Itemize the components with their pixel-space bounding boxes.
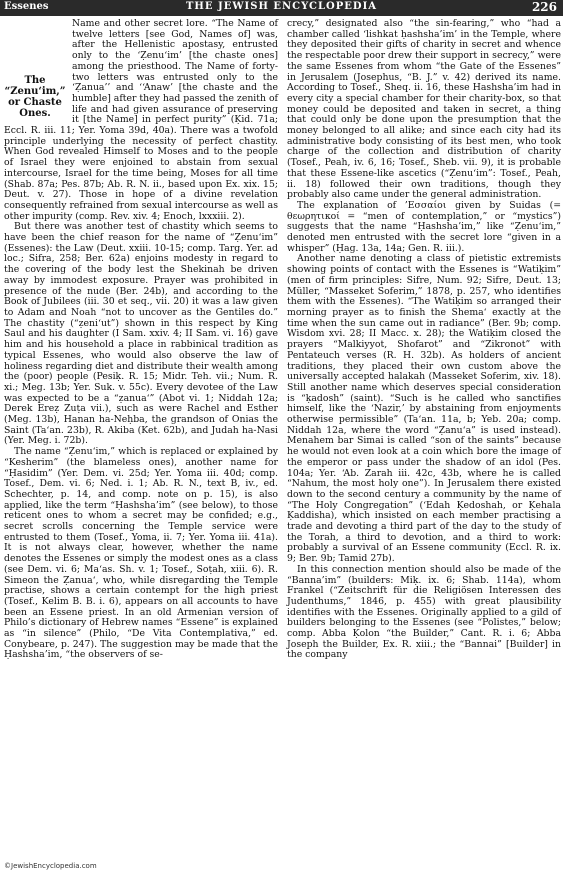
left-paragraph-3: The name “Ẓenu‘im,” which is replaced or explained by “Kesherim” (the blameless ones), another name for “Ḥasidim” (Yer. Dem. vi. 25d; Yer. Yoma iii. 40d; comp. Tosef., Dem. vi. 6; Ned. i. 1; Ab. R. N., text B, iv., ed. Schechter, p. 14, and comp. note on p. 15), is also applied, like the term “Ḥashsha’im” (see below), to those reticent ones to whom a secret may be confided; e.g., secret scrolls concerning the Temple service were entrusted to them (Tosef., Yoma, ii. 7; Yer. Yoma iii. 41a). It is not always clear, however, whether the name denotes the Essenes or simply the modest ones as a class (see Dem. vi. 6; Ma‘as. Sh. v. 1; Tosef., Soṭah, xiii. 6). R. Simeon the Ẓanua‘, who, while disregarding the Temple practise, shows a certain contempt for the high priest (Tosef., Kelim B. B. i. 6), appears on all accounts to have been an Essene priest. In an old Armenian version of Philo’s dictionary of Hebrew names “Essene” is explained as “in silence” (Philo, “De Vita Contemplativa,” ed. Conybeare, p. 247). The suggestion may be made that the Ḥashsha’im, “the observers of se- (4, 446, 278, 661)
right-paragraph-3: Another name denoting a class of pietistic extremists showing points of contact with the Essenes is “Watiḳim” (men of firm principles: Sifre, Num. 92; Sifre, Deut. 13; Müller, “Masseket Soferim,” 1878, p. 257, who identifies them with the Essenes). “The Watiḳim so arranged their morning prayer as to finish the Shema‘ exactly at the time when the sun came out in radiance” (Ber. 9b; comp. Wisdom xvi. 28; II Macc. x. 28); the Watiḳim closed the prayers “Malkiyyot, Shofarot” and “Zikronot” with Pentateuch verses (R. H. 32b). As holders of ancient traditions, they placed their own custom above the universally accepted halakah (Masseket Soferim, xiv. 18). Still another name which deserves special consideration is “ḳadosh” (saint). “Such is he called who sanctifies himself, like the ‘Nazir,’ by abstaining from enjoyments otherwise permissible” (Ta‘an. 11a, b; Yeb. 20a; comp. Niddah 12a, where the word “Ẓanu‘a” is used instead). Menahem bar Simai is called “son of the saints” because he would not even look at a coin which bore the image of the emperor or pass under the shadow of an idol (Pes. 104a; Yer. ‘Ab. Zarah iii. 42c, 43b, where he is called “Nahum, the most holy one”). In Jerusalem there existed down to the second century a community by the name of “The Holy Congregation” (‘Edah Ḳedoshah, or Ḳehala Ḳaddisha), which insisted on each member practising a trade and devoting a third part of the day to the study of the Torah, a third to devotion, and a third to work: probably a survival of an Essene community (Eccl. R. ix. 9; Ber. 9b; Tamid 27b). (287, 253, 561, 565)
encyclopedia-title: THE JEWISH ENCYCLOPEDIA (185, 1, 378, 12)
section-title: Essenes (4, 1, 49, 12)
right-paragraph-1: crecy,” designated also “the sin-fearing,” who “had a chamber called ‘lishkat ḥashsha’im’ in the Temple, where they deposited their gifts of charity in secret and whence the respectable poor drew their support in secrecy,” were the same Essenes from whom “the Gate of the Essenes” in Jerusalem (Josephus, “B. J.” v. 42) derived its name. According to Tosef., Sheq. ii. 16, these Hashsha’im had in every city a special chamber for their charity-box, so that money could be deposited and taken in secret, a thing that could only be done upon the presumption that the money belonged to all alike; and since each city had its administrative body consisting of its best men, who took charge of the collection and distribution of charity (Tosef., Peah, iv. 6, 16; Tosef., Sheb. vii. 9), it is probable that these Essene-like ascetics (“Ẓenu‘im”: Tosef., Peah, ii. 18) followed their own traditions, though they probably also came under the general administration. (287, 18, 561, 201)
right-column (287, 19, 561, 661)
page-header (0, 0, 563, 16)
left-paragraph-2: But there was another test of chastity which seems to have been the chief reason for the name of “Ẓenu‘im” (Essenes): the Law (Deut. xxiii. 10-15; comp. Targ. Yer. ad loc.; Sifra, 258; Ber. 62a) enjoins modesty in regard to the covering of the body lest the Shekinah be driven away by immodest exposure. Prayer was prohibited in presence of the nude (Ber. 24b), and according to the Book of Jubilees (iii. 30 et seq., vii. 20) it was a law given to Adam and Noah “not to uncover as the Gentiles do.” The chastity (“ẓeni‘ut”) shown in this respect by King Saul and his daughter (I Sam. xxiv. 4; II Sam. vi. 16) gave him and his household a place in rabbinical tradition as typical Essenes, who would also observe the law of holiness regarding diet and distribute their wealth among the (poor) people (Pesiḳ. R. 15; Midr. Teh. vii.; Num. R. xi.; Meg. 13b; Yer. Suk. v. 55c). Every devotee of the Law was expected to be a “ẓanua‘” (Abot vi. 1; Niddah 12a; Derek Ereẓ Zuṭa vii.), such as were Rachel and Esther (Meg. 13b), Hanan ha-Neḥba, the grandson of Onias the Saint (Ta‘an. 23b), R. Akiba (Ket. 62b), and Judah ha-Nasi (Yer. Meg. i. 72b). (4, 221, 278, 447)
copyright-footer: ©JewishEncyclopedia.com (4, 862, 97, 870)
left-column (4, 19, 278, 661)
sidenote-zenuim: The “Zenu‘im,” or Chaste Ones. (4, 75, 66, 119)
right-paragraph-4: In this connection mention should also be made of the “Banna’im” (builders: Miḳ. ix. 6; Shab. 114a), whom Frankel (“Zeitschrift für die Religiösen Interessen des Judenthums,” 1846, p. 455) with great plausibility identifies with the Essenes. Originally applied to a gild of builders belonging to the Essenes (see “Polistes,” below; comp. Abba Ḳolon “the Builder,” Cant. R. i. 6; Abba Joseph the Builder, Ex. R. xiii.; the “Bannai” [Builder] in the company (287, 563, 561, 661)
left-paragraph-1: Name and other secret lore. “The Name of twelve letters [see God, Names of] was, after the Hellenistic apostasy, entrusted only to the ‘Ẓenu‘im’ [the chaste ones] among the priesthood. The Name of forty-two letters was entrusted only to the ‘Ẓanua’’ and ‘‘Anaw’ [the chaste and the humble] after they had passed the zenith of life and had given assurance of preserving it [the Name] in perfect purity” (Ḳid. 71a; Eccl. R. iii. 11; Yer. Yoma 39d, 40a). There was a twofold principle underlying the necessity of perfect chastity. When God revealed Himself to Moses and to the people of Israel they were enjoined to abstain from sexual intercourse, Israel for the time being, Moses for all time (Shab. 87a; Pes. 87b; Ab. R. N. ii., based upon Ex. xix. 15; Deut. v. 27). Those in hope of a divine revelation consequently refrained from sexual intercourse as well as other impurity (comp. Rev. xiv. 4; Enoch, lxxxiii. 2). (4, 18, 278, 222)
right-paragraph-2: The explanation of ’Εσσαίοι given by Suidas (= θεωρητικοί = “men of contemplation,” or “mystics”) suggests that the name “Ḥashsha’im,” like “Ẓenu‘im,” denoted men entrusted with the secret lore “given in a whisper” (Ḥag. 13a, 14a; Gen. R. iii.). (287, 199, 561, 254)
page-number: 226 (531, 0, 557, 14)
